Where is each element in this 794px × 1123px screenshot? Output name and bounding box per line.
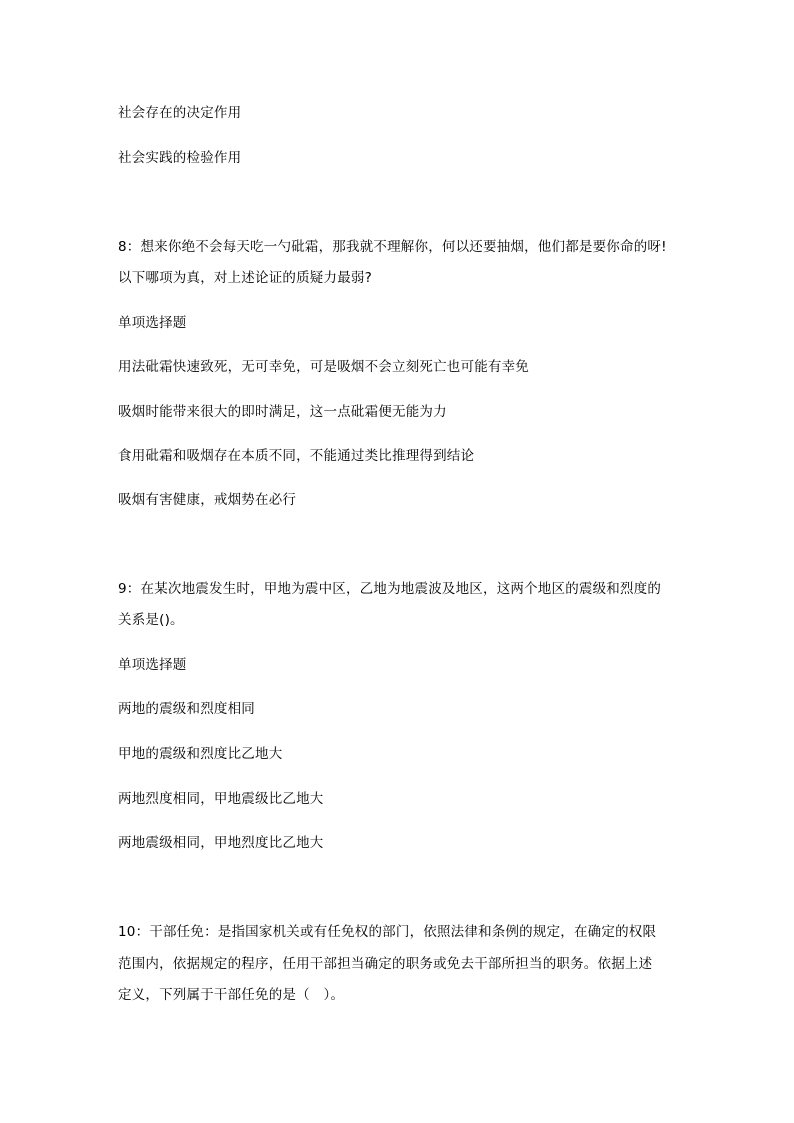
q9-option-d: 两地震级相同，甲地烈度比乙地大 bbox=[118, 835, 324, 851]
q9-option-a: 两地的震级和烈度相同 bbox=[118, 701, 255, 717]
q8-question-type: 单项选择题 bbox=[118, 315, 187, 331]
q10-stem-line-3: 定义，下列属于干部任免的是（ ）。 bbox=[118, 987, 345, 1003]
q8-option-b: 吸烟时能带来很大的即时满足，这一点砒霜便无能为力 bbox=[118, 404, 447, 420]
q10-stem-line-1: 10：干部任免：是指国家机关或有任免权的部门，依照法律和条例的规定，在确定的权限 bbox=[118, 924, 657, 940]
q8-stem-line-2: 以下哪项为真，对上述论证的质疑力最弱? bbox=[118, 270, 372, 286]
q9-stem-line-1: 9：在某次地震发生时，甲地为震中区，乙地为地震波及地区，这两个地区的震级和烈度的 bbox=[118, 581, 662, 597]
q8-stem-line-1: 8：想来你绝不会每天吃一勺砒霜，那我就不理解你，何以还要抽烟，他们都是要你命的呀! bbox=[118, 239, 667, 255]
q8-option-d: 吸烟有害健康，戒烟势在必行 bbox=[118, 492, 297, 508]
q9-option-b: 甲地的震级和烈度比乙地大 bbox=[118, 746, 283, 762]
q8-option-a: 用法砒霜快速致死，无可幸免，可是吸烟不会立刻死亡也可能有幸免 bbox=[118, 359, 529, 375]
q7-option-d: 社会实践的检验作用 bbox=[118, 150, 242, 166]
q8-option-c: 食用砒霜和吸烟存在本质不同，不能通过类比推理得到结论 bbox=[118, 448, 475, 464]
q10-stem-line-2: 范围内，依据规定的程序，任用干部担当确定的职务或免去干部所担当的职务。依据上述 bbox=[118, 956, 653, 972]
q9-option-c: 两地烈度相同，甲地震级比乙地大 bbox=[118, 791, 324, 807]
q7-option-c: 社会存在的决定作用 bbox=[118, 105, 242, 121]
q9-stem-line-2: 关系是()。 bbox=[118, 612, 184, 628]
q9-question-type: 单项选择题 bbox=[118, 657, 187, 673]
